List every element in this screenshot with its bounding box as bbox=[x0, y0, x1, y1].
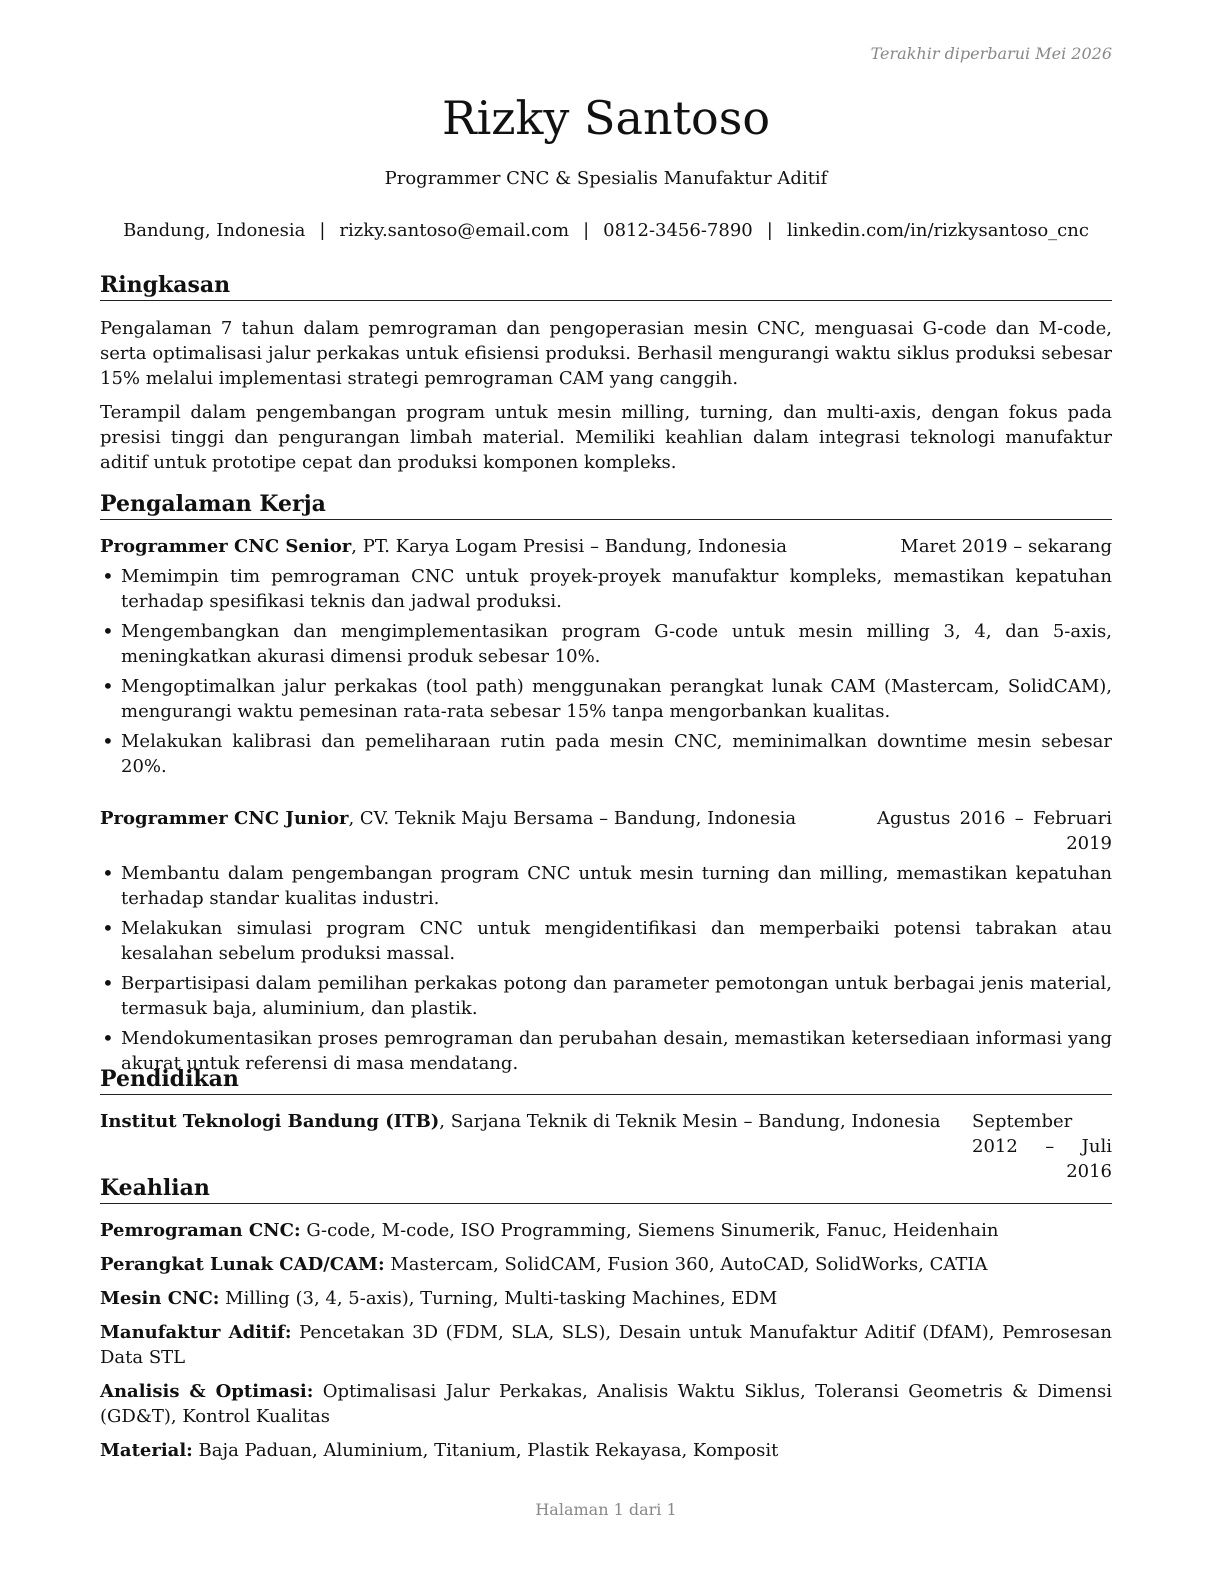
skill-value: Optimalisasi Jalur Perkakas, Analisis Waktu Siklus, Toleransi Geometris & Dimensi (GD&T), Kontrol Kualitas bbox=[100, 1381, 1113, 1427]
skill-row bbox=[100, 1438, 1112, 1463]
contact-separator: | bbox=[319, 220, 326, 241]
list-item: • Mengoptimalkan jalur perkakas (tool path) menggunakan perangkat lunak CAM (Mastercam, SolidCAM), mengurangi waktu pemesinan rata-rata sebesar 15% tanpa mengorbankan kualitas. bbox=[100, 674, 1112, 724]
resume-page bbox=[100, 0, 1112, 1584]
education-dates: September 2012 – Juli 2016 bbox=[972, 1111, 1112, 1182]
skill-label: Perangkat Lunak CAD/CAM: bbox=[100, 1254, 385, 1275]
job-header bbox=[100, 806, 1112, 856]
education-degree: , Sarjana Teknik di Teknik Mesin – Bandung, Indonesia bbox=[439, 1111, 941, 1132]
skill-label: Manufaktur Aditif: bbox=[100, 1322, 292, 1343]
candidate-title: Programmer CNC & Spesialis Manufaktur Aditif bbox=[384, 168, 828, 189]
skill-row bbox=[100, 1379, 1112, 1429]
skill-label: Material: bbox=[100, 1440, 193, 1461]
job-role: Programmer CNC Junior bbox=[100, 808, 349, 829]
job-company: , CV. Teknik Maju Bersama – Bandung, Indonesia bbox=[348, 808, 797, 829]
job-dates: Maret 2019 – sekarang bbox=[900, 536, 1112, 557]
job-entry bbox=[100, 534, 1112, 779]
education-section bbox=[100, 1064, 1112, 1184]
skill-value: G-code, M-code, ISO Programming, Siemens Sinumerik, Fanuc, Heidenhain bbox=[300, 1220, 999, 1241]
list-item: • Mendokumentasikan proses pemrograman dan perubahan desain, memastikan ketersediaan informasi yang akurat untuk referensi di masa mendatang. bbox=[100, 1026, 1112, 1076]
list-item: • Melakukan simulasi program CNC untuk mengidentifikasi dan memperbaiki potensi tabrakan atau kesalahan sebelum produksi massal. bbox=[100, 916, 1112, 966]
skill-row bbox=[100, 1286, 1112, 1311]
skill-label: Pemrograman CNC: bbox=[100, 1220, 301, 1241]
summary-paragraph: Pengalaman 7 tahun dalam pemrograman dan pengoperasian mesin CNC, menguasai G-code dan M-code, serta optimalisasi jalur perkakas untuk efisiensi produksi. Berhasil mengurangi waktu siklus produksi sebesar 15% melalui implementasi strategi pemrograman CAM yang canggih. bbox=[100, 318, 1112, 389]
job-entry bbox=[100, 806, 1112, 1076]
contact-location: Bandung, Indonesia bbox=[123, 220, 306, 241]
job-bullets bbox=[100, 861, 1112, 1076]
contact-separator: | bbox=[766, 220, 773, 241]
contact-phone: 0812-3456-7890 bbox=[603, 220, 753, 241]
job-header bbox=[100, 534, 1112, 559]
skills-heading: Keahlian bbox=[100, 1173, 1112, 1204]
candidate-name: Rizky Santoso bbox=[441, 91, 771, 145]
contact-separator: | bbox=[583, 220, 590, 241]
list-item: • Memimpin tim pemrograman CNC untuk proyek-proyek manufaktur kompleks, memastikan kepatuhan terhadap spesifikasi teknis dan jadwal produksi. bbox=[100, 564, 1112, 614]
skill-row bbox=[100, 1252, 1112, 1277]
skill-value: Milling (3, 4, 5-axis), Turning, Multi-tasking Machines, EDM bbox=[219, 1288, 778, 1309]
skill-value: Mastercam, SolidCAM, Fusion 360, AutoCAD, SolidWorks, CATIA bbox=[384, 1254, 988, 1275]
job-bullets bbox=[100, 564, 1112, 779]
list-item: • Berpartisipasi dalam pemilihan perkakas potong dan parameter pemotongan untuk berbagai jenis material, termasuk baja, aluminium, dan plastik. bbox=[100, 971, 1112, 1021]
summary-section bbox=[100, 270, 1112, 475]
skill-label: Mesin CNC: bbox=[100, 1288, 220, 1309]
page-number: Halaman 1 dari 1 bbox=[535, 1500, 677, 1519]
skill-row bbox=[100, 1218, 1112, 1243]
list-item: • Melakukan kalibrasi dan pemeliharaan rutin pada mesin CNC, meminimalkan downtime mesin sebesar 20%. bbox=[100, 729, 1112, 779]
skills-section bbox=[100, 1173, 1112, 1463]
experience-heading: Pengalaman Kerja bbox=[100, 489, 1112, 520]
contact-linkedin[interactable]: linkedin.com/in/rizkysantoso_cnc bbox=[786, 220, 1089, 241]
list-item: • Membantu dalam pengembangan program CNC untuk mesin turning dan milling, memastikan kepatuhan terhadap standar kualitas industri. bbox=[100, 861, 1112, 911]
experience-section bbox=[100, 489, 1112, 1076]
summary-paragraph: Terampil dalam pengembangan program untuk mesin milling, turning, dan multi-axis, dengan fokus pada presisi tinggi dan pengurangan limbah material. Memiliki keahlian dalam integrasi teknologi manufaktur aditif untuk prototipe cepat dan produksi komponen kompleks. bbox=[100, 402, 1112, 473]
skill-row bbox=[100, 1320, 1112, 1370]
last-updated: Terakhir diperbarui Mei 2026 bbox=[870, 44, 1112, 63]
job-company: , PT. Karya Logam Presisi – Bandung, Indonesia bbox=[351, 536, 787, 557]
job-dates: Agustus 2016 – Februari 2019 bbox=[877, 808, 1112, 854]
summary-heading: Ringkasan bbox=[100, 270, 1112, 301]
skill-label: Analisis & Optimasi: bbox=[100, 1381, 314, 1402]
contact-line bbox=[100, 218, 1112, 244]
education-heading: Pendidikan bbox=[100, 1064, 1112, 1095]
list-item: • Mengembangkan dan mengimplementasikan program G-code untuk mesin milling 3, 4, dan 5-axis, meningkatkan akurasi dimensi produk sebesar 10%. bbox=[100, 619, 1112, 669]
skill-value: Baja Paduan, Aluminium, Titanium, Plastik Rekayasa, Komposit bbox=[192, 1440, 779, 1461]
job-role: Programmer CNC Senior bbox=[100, 536, 352, 557]
skill-value: Pencetakan 3D (FDM, SLA, SLS), Desain untuk Manufaktur Aditif (DfAM), Pemrosesan Data STL bbox=[100, 1322, 1112, 1368]
contact-email[interactable]: rizky.santoso@email.com bbox=[339, 220, 570, 241]
education-institution: Institut Teknologi Bandung (ITB) bbox=[100, 1111, 440, 1132]
